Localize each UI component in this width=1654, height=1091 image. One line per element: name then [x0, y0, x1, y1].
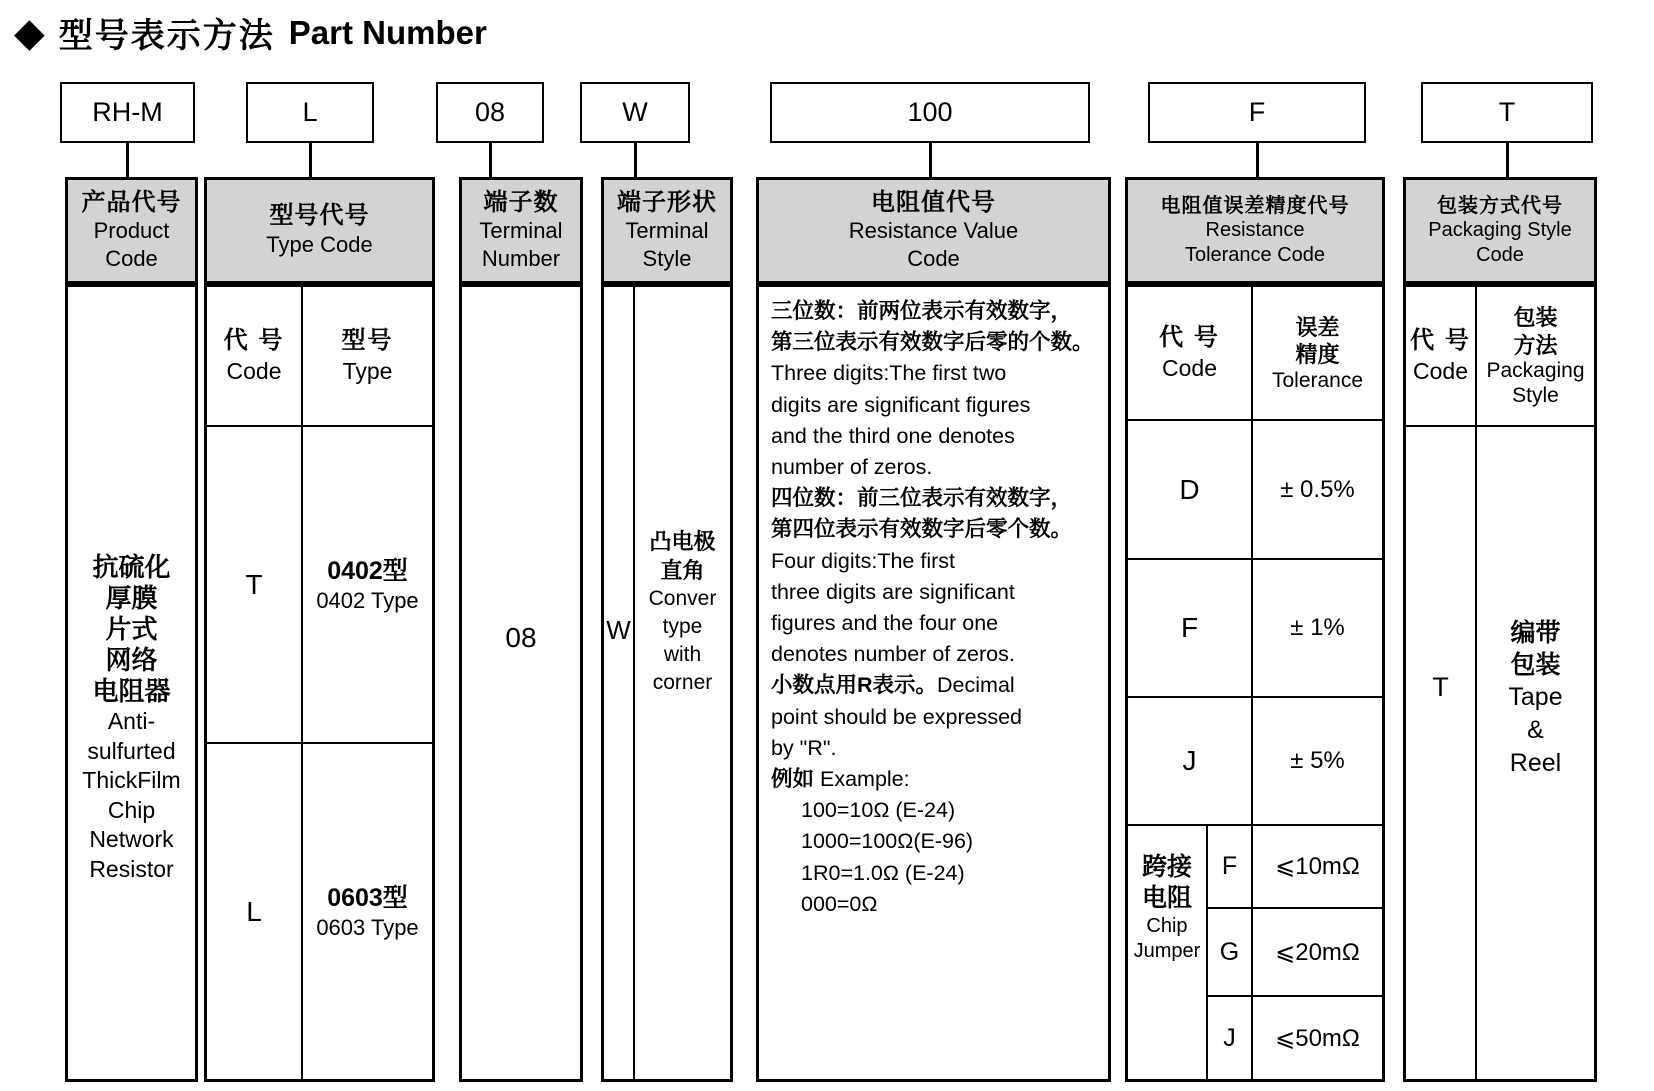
part-code-box-product: [60, 82, 195, 143]
terminal-style-en-line: Conver: [648, 587, 717, 610]
tol-subheader-tolerance: [1253, 287, 1382, 419]
header-tolerance: [1125, 177, 1385, 284]
connector-line: [929, 143, 932, 177]
body-packaging: [1403, 284, 1597, 1082]
header-terminal-number-en1: Terminal: [479, 218, 563, 244]
jumper-row-G-code: [1208, 907, 1253, 995]
part-code-box-terminal-style: [580, 82, 690, 143]
header-type-en1: Type Code: [266, 232, 373, 258]
tol-code-D: D: [1179, 473, 1200, 505]
pkg-desc-en: Reel: [1509, 749, 1562, 777]
tol-row-F-code: [1128, 558, 1253, 696]
rv-line: 例如: [771, 767, 820, 792]
jumper-row-G-value: [1253, 907, 1382, 995]
type-0603-en: 0603 Type: [316, 914, 419, 940]
body-terminal-number: [459, 284, 583, 1082]
header-tolerance-zh: 电阻值误差精度代号: [1160, 194, 1350, 217]
tol-subheader-code-en: Code: [1162, 355, 1217, 382]
pkg-subheader-style: [1477, 287, 1594, 425]
part-code-tolerance: F: [1248, 97, 1266, 127]
tol-subheader-en: Tolerance: [1271, 368, 1364, 392]
part-code-product: RH-M: [92, 97, 163, 127]
tol-row-J-value: [1253, 696, 1382, 824]
connector-line: [1506, 143, 1509, 177]
terminal-style-desc: [635, 527, 730, 697]
connector-line: [634, 143, 637, 177]
type-subheader-code-en: Code: [226, 358, 282, 385]
chip-jumper-en: Chip: [1146, 915, 1188, 937]
rv-example: 100=10Ω (E-24): [801, 798, 956, 823]
pkg-desc-en: Tape: [1508, 683, 1563, 711]
part-code-packaging: T: [1498, 97, 1516, 127]
part-code-resistance-value: 100: [907, 97, 953, 127]
header-resistance-value: [756, 177, 1111, 284]
header-terminal-style-en1: Terminal: [625, 218, 709, 244]
header-terminal-number-zh: 端子数: [483, 188, 559, 216]
product-description: [68, 552, 195, 884]
part-code-terminal-number: 08: [474, 97, 506, 127]
jumper-value-G: ⩽20mΩ: [1275, 938, 1360, 966]
jumper-row-F-code: [1208, 824, 1253, 907]
type-0402-zh: 0402型: [327, 557, 408, 586]
terminal-style-en-line: corner: [652, 671, 713, 694]
header-terminal-number-en2: Number: [481, 245, 561, 271]
header-terminal-number: [459, 177, 583, 284]
tol-value-F: ± 1%: [1290, 614, 1345, 641]
tol-subheader-zh: 误差: [1295, 314, 1340, 340]
product-en-line: Chip: [107, 796, 156, 823]
page-title-en: Part Number: [288, 13, 487, 51]
tol-row-F-value: [1253, 558, 1382, 696]
chip-jumper-label: [1128, 824, 1208, 1079]
product-en-line: Anti-: [107, 708, 156, 734]
product-zh-line: 片式: [105, 614, 158, 644]
pkg-row-code: [1406, 425, 1477, 1079]
type-subheader-type: [303, 287, 432, 425]
header-product-code: [65, 177, 198, 284]
page-title: [14, 8, 487, 57]
jumper-code-G: G: [1219, 937, 1240, 966]
tol-subheader-code-zh: 代 号: [1159, 323, 1220, 351]
type-row-0603-desc: [303, 742, 432, 1079]
resistance-value-text: 三位数：前两位表示有效数字， 第三位表示有效数字后零的个数。 Three digits:The first two digits are significant figures and the third one denotes number of zeros. 四位数：前三位表示有效数字， 第四位表示有效数字后零个数。 Four digits:The first three digits are significant figures and the four one denotes number of zeros. 小数点用R表示。Decimal point should be expressed by "R". 例如 Example: 100=10Ω (E-24) 1000=100Ω(E-96) 1R0=1.0Ω (E-24) 000=0Ω: [771, 299, 1094, 916]
header-type-code: [204, 177, 435, 284]
rv-line: 四位数：前三位表示有效数字，: [771, 486, 1073, 511]
rv-example: 000=0Ω: [801, 891, 878, 916]
terminal-number-08: 08: [505, 622, 537, 653]
jumper-row-F-value: [1253, 824, 1382, 907]
header-resistance-value-en2: Code: [907, 245, 960, 271]
rv-line: 小数点用R表示。: [771, 673, 938, 698]
connector-line: [309, 143, 312, 177]
header-packaging: [1403, 177, 1597, 284]
chip-jumper-zh: 跨接: [1141, 853, 1192, 881]
part-code-box-resistance-value: [770, 82, 1090, 143]
type-subheader-code-zh: 代 号: [223, 326, 285, 354]
terminal-style-zh-line: 凸电极: [649, 529, 716, 554]
tol-subheader-zh: 精度: [1295, 342, 1340, 367]
chip-jumper-zh: 电阻: [1141, 884, 1192, 912]
header-tolerance-en1: Resistance: [1205, 218, 1305, 241]
pkg-desc-zh: 包装: [1510, 651, 1561, 679]
part-code-box-tolerance: [1148, 82, 1366, 143]
jumper-value-J: ⩽50mΩ: [1275, 1024, 1360, 1052]
tol-row-J-code: [1128, 696, 1253, 824]
body-product: [65, 284, 198, 1082]
product-zh-line: 厚膜: [105, 583, 158, 613]
terminal-style-zh-line: 直角: [660, 558, 705, 583]
body-terminal-style: [601, 284, 733, 1082]
pkg-row-desc: [1477, 425, 1594, 1079]
rv-line: 三位数：前两位表示有效数字，: [771, 299, 1073, 323]
header-packaging-en1: Packaging Style: [1428, 218, 1572, 241]
type-code-L: L: [246, 895, 262, 927]
part-code-terminal-style: W: [622, 97, 648, 127]
jumper-code-F: F: [1221, 852, 1238, 880]
part-code-box-type: [246, 82, 374, 143]
header-product-en1: Product: [93, 218, 170, 244]
product-en-line: sulfurted: [87, 737, 176, 764]
header-terminal-style-zh: 端子形状: [617, 188, 717, 216]
pkg-subheader-en: Packaging Style: [1486, 359, 1585, 407]
tol-code-J: J: [1182, 745, 1197, 776]
chip-jumper-en: Jumper: [1133, 940, 1201, 962]
type-code-T: T: [245, 568, 263, 600]
product-en-line: Resistor: [89, 855, 174, 882]
pkg-subheader-code: [1406, 287, 1477, 425]
jumper-row-J-code: [1208, 995, 1253, 1079]
header-product-en2: Code: [105, 245, 158, 271]
jumper-value-F: ⩽10mΩ: [1275, 853, 1360, 880]
type-subheader-type-en: Type: [342, 358, 393, 385]
tol-code-F: F: [1180, 612, 1199, 643]
type-row-0402-desc: [303, 425, 432, 742]
jumper-row-J-value: [1253, 995, 1382, 1079]
diamond-icon: ◆: [14, 10, 45, 55]
tol-value-D: ± 0.5%: [1280, 475, 1355, 503]
part-code-box-packaging: [1421, 82, 1593, 143]
terminal-style-en-line: with: [663, 643, 702, 666]
terminal-style-code-W: W: [606, 615, 631, 645]
header-tolerance-en2: Tolerance Code: [1184, 243, 1326, 266]
page-title-zh: 型号表示方法: [58, 17, 275, 55]
rv-example: 1R0=1.0Ω (E-24): [801, 860, 965, 885]
tol-subheader-code: [1128, 287, 1253, 419]
rv-line: 第四位表示有效数字后零个数。: [771, 517, 1073, 542]
product-zh-line: 抗硫化: [92, 552, 171, 582]
pkg-subheader-code-zh: 代 号: [1410, 326, 1471, 354]
connector-line: [126, 143, 129, 177]
rv-example: 1000=100Ω(E-96): [801, 829, 974, 854]
header-type-zh: 型号代号: [269, 202, 370, 230]
type-subheader-type-zh: 型号: [341, 326, 394, 354]
product-en-line: ThickFilm: [82, 767, 181, 793]
jumper-code-J: J: [1223, 1023, 1236, 1052]
tol-row-D-code: [1128, 419, 1253, 558]
type-0402-en: 0402 Type: [316, 587, 419, 613]
header-product-zh: 产品代号: [81, 188, 182, 216]
part-code-box-terminal-number: [436, 82, 544, 143]
connector-line: [489, 143, 492, 177]
part-code-type: L: [302, 97, 318, 127]
pkg-subheader-code-en: Code: [1413, 358, 1468, 385]
header-packaging-zh: 包装方式代号: [1437, 194, 1563, 217]
product-en-line: Network: [89, 826, 174, 852]
header-terminal-style: [601, 177, 733, 284]
header-terminal-style-en2: Style: [642, 245, 692, 271]
terminal-number-value: [462, 287, 580, 1079]
body-tolerance: [1125, 284, 1385, 1082]
pkg-desc-zh: 编带: [1510, 619, 1561, 647]
header-packaging-en2: Code: [1476, 243, 1524, 266]
terminal-style-en-line: type: [662, 615, 703, 638]
type-row-0402-code: [207, 425, 303, 742]
pkg-code-T: T: [1432, 672, 1449, 702]
type-0603-zh: 0603型: [327, 884, 408, 913]
tol-value-J: ± 5%: [1290, 747, 1345, 774]
body-type: [204, 284, 435, 1082]
pkg-subheader-zh: 方法: [1513, 332, 1558, 358]
tol-row-D-value: [1253, 419, 1382, 558]
body-resistance-value: [756, 284, 1111, 1082]
connector-line: [1256, 143, 1259, 177]
terminal-style-code-cell: [604, 287, 635, 1079]
header-resistance-value-en1: Resistance Value: [848, 218, 1019, 244]
pkg-desc-en: &: [1527, 716, 1544, 744]
product-zh-line: 网络: [105, 645, 158, 675]
rv-line: 第三位表示有效数字后零的个数。: [771, 330, 1094, 355]
pkg-subheader-zh: 包装: [1513, 305, 1558, 331]
product-zh-line: 电阻器: [92, 676, 171, 706]
type-row-0603-code: [207, 742, 303, 1079]
type-subheader-code: [207, 287, 303, 425]
header-resistance-value-zh: 电阻值代号: [871, 188, 996, 216]
